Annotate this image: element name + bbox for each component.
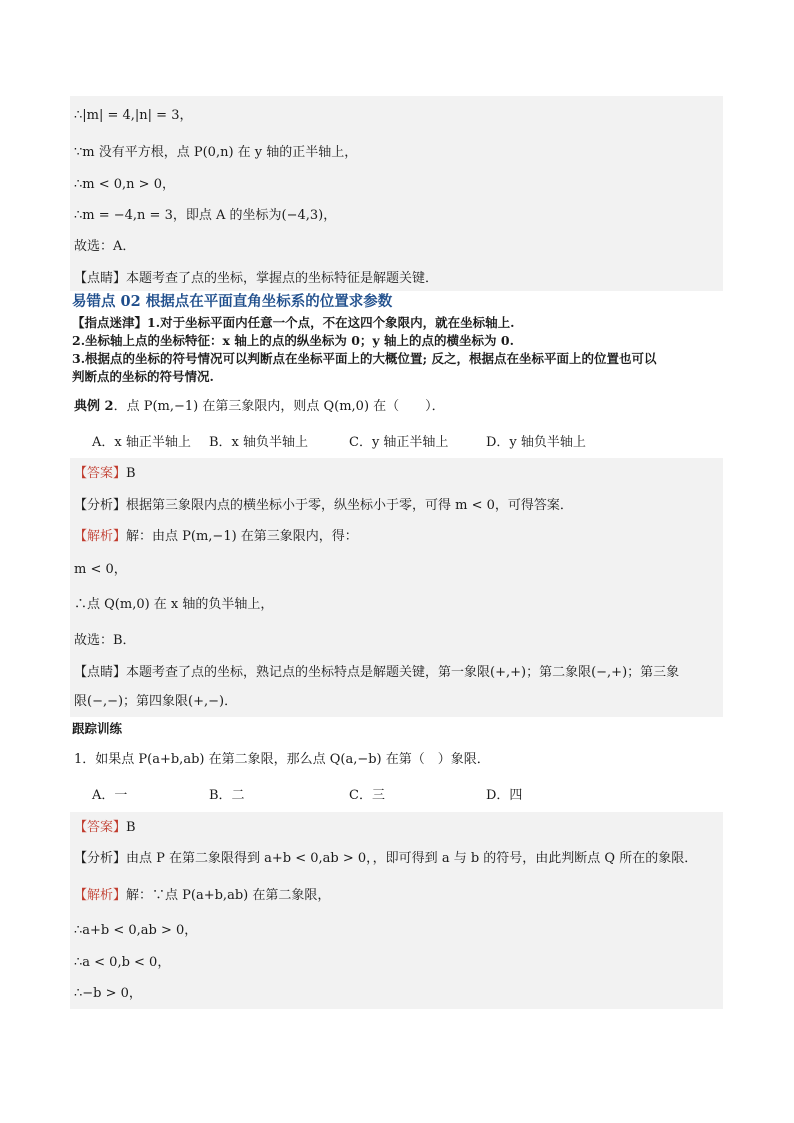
tip-line-3b: 判断点的坐标的符号情况.: [72, 369, 214, 384]
option-c: C．三: [349, 788, 385, 803]
training-question: 1．如果点 P(a+b,ab) 在第二象限，那么点 Q(a,−b) 在第（ ）象限．: [74, 752, 490, 767]
option-b: B．x 轴负半轴上: [209, 435, 309, 450]
solution-line: ∴|m| = 4,|n| = 3，: [74, 108, 193, 123]
solution-line: ∴a+b < 0,ab > 0，: [74, 923, 198, 938]
solution-line: ∴−b > 0，: [74, 986, 142, 1001]
comment-text: 本题考查了点的坐标，掌握点的坐标特征是解题关键．: [126, 271, 439, 286]
solution-line: ∴m = −4,n = 3，即点 A 的坐标为(−4,3)，: [74, 208, 337, 223]
analysis-text: 由点 P 在第二象限得到 a+b < 0,ab > 0，，即可得到 a 与 b 的符号，由此判断点 Q 所在的象限．: [126, 851, 698, 866]
solution-text: 解：∵点 P(a+b,ab) 在第二象限，: [126, 888, 331, 903]
answer-line: [74, 465, 136, 483]
tip-line-3a: 3.根据点的坐标的符号情况可以判断点在坐标平面上的大概位置; 反之，根据点在坐标平面上的位置也可以: [72, 351, 657, 366]
analysis-line: [74, 850, 697, 868]
answer-value: B: [126, 466, 136, 481]
option-d: D．y 轴负半轴上: [486, 435, 586, 450]
option-b: B．二: [209, 788, 245, 803]
solution-line: ∴a < 0,b < 0，: [74, 955, 171, 970]
example-label: 典例 2: [74, 399, 114, 414]
analysis-text: 根据第三象限内点的横坐标小于零，纵坐标小于零，可得 m < 0，可得答案．: [126, 498, 573, 513]
solution-line: 故选：A．: [74, 239, 136, 254]
example-question: [74, 398, 445, 416]
tip-line-1: [72, 314, 514, 332]
comment-tag: 【点睛】: [74, 665, 127, 680]
answer-tag: 【答案】: [74, 820, 127, 835]
answer-tag: 【答案】: [74, 466, 127, 481]
analysis-line: [74, 497, 573, 515]
comment-line-2: 限(−,−)；第四象限(+,−)．: [74, 694, 238, 709]
comment-line: [74, 664, 679, 682]
solution-block-3: [70, 811, 723, 1009]
analysis-tag: 【分析】: [74, 851, 127, 866]
comment-line: [74, 270, 438, 288]
solution-line: [74, 887, 330, 905]
option-d: D．四: [486, 788, 523, 803]
comment-tag: 【点睛】: [74, 271, 127, 286]
solution-tag: 【解析】: [74, 529, 127, 544]
tip-text-1: 1.对于坐标平面内任意一个点，不在这四个象限内，就在坐标轴上.: [147, 315, 515, 330]
analysis-tag: 【分析】: [74, 498, 127, 513]
solution-text: 解：由点 P(m,−1) 在第三象限内，得：: [126, 529, 358, 544]
solution-line: ∵m 没有平方根，点 P(0,n) 在 y 轴的正半轴上，: [74, 145, 358, 160]
solution-line: 故选：B．: [74, 633, 136, 648]
example-question-text: ．点 P(m,−1) 在第三象限内，则点 Q(m,0) 在（ ）．: [113, 399, 445, 414]
solution-line: m < 0，: [74, 562, 127, 577]
solution-line: [74, 528, 358, 546]
tip-tag: 【指点迷津】: [72, 315, 148, 330]
tip-line-2: 2.坐标轴上点的坐标特征：x 轴上的点的纵坐标为 0；y 轴上的点的横坐标为 0.: [72, 333, 514, 348]
answer-line: [74, 819, 136, 837]
training-heading: 跟踪训练: [72, 721, 123, 736]
solution-line: ∴m < 0,n > 0，: [74, 177, 175, 192]
comment-text: 本题考查了点的坐标，熟记点的坐标特点是解题关键，第一象限(+,+)；第二象限(−,+)；第三象: [126, 665, 680, 680]
option-a: A．x 轴正半轴上: [92, 435, 191, 450]
option-c: C．y 轴正半轴上: [349, 435, 449, 450]
option-a: A．一: [92, 788, 128, 803]
solution-tag: 【解析】: [74, 888, 127, 903]
solution-line: ∴点 Q(m,0) 在 x 轴的负半轴上，: [74, 597, 274, 612]
answer-value: B: [126, 820, 136, 835]
section-heading: 易错点 02 根据点在平面直角坐标系的位置求参数: [72, 293, 393, 310]
